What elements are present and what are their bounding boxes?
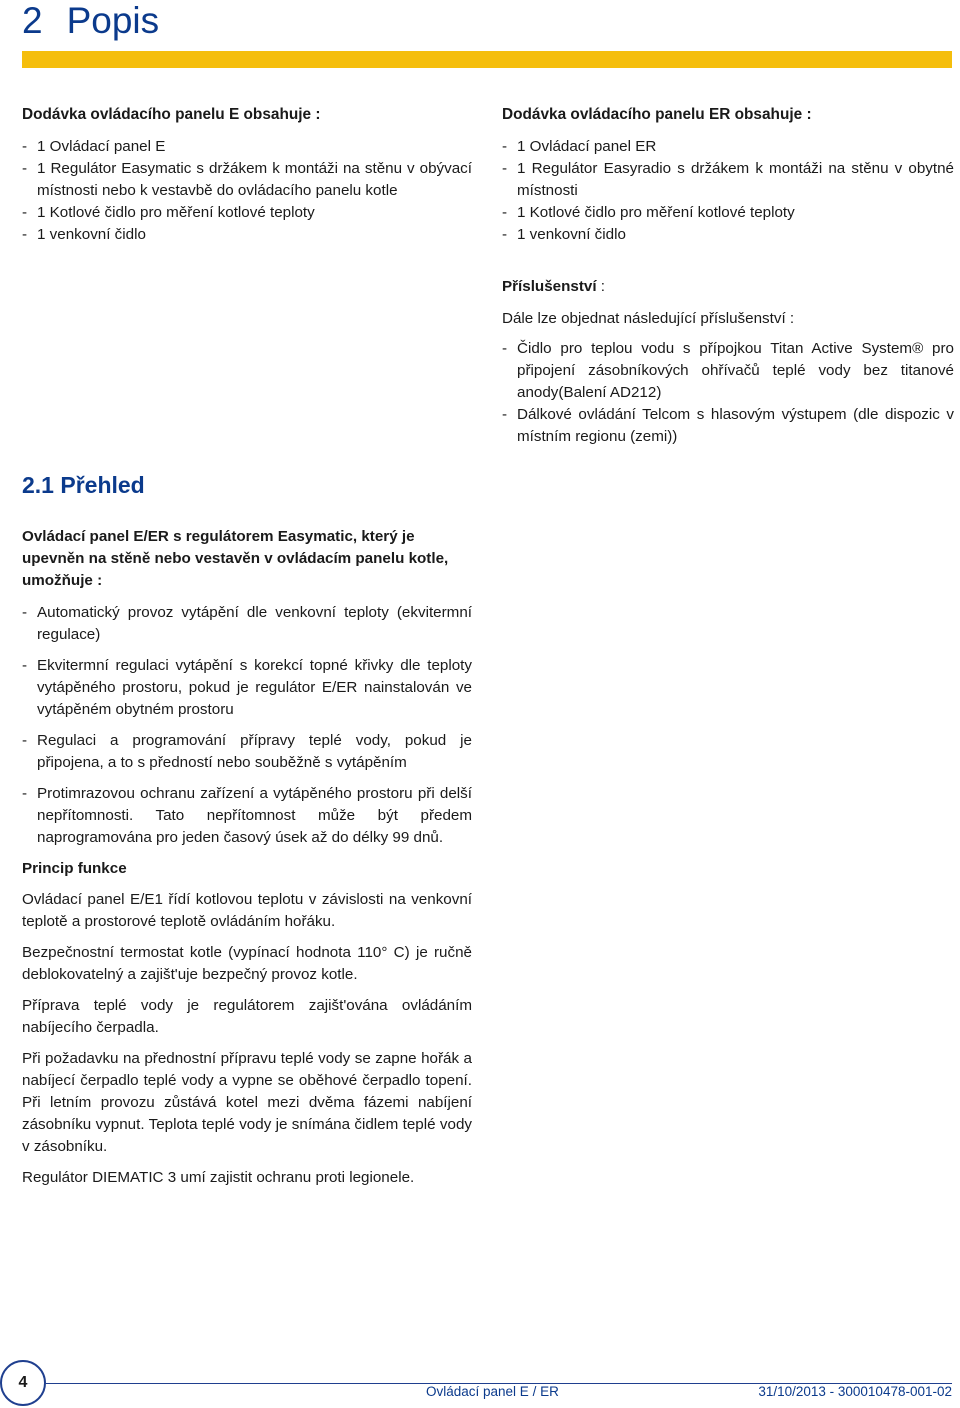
list-item: - 1 venkovní čidlo: [22, 224, 472, 246]
overview-body: [22, 526, 472, 1198]
principle-paragraph: Ovládací panel E/E1 řídí kotlovou teplotu v závislosti na venkovní teplotě a prostorové teplotě ovládáním hořáku.: [22, 891, 472, 930]
page-number-badge: [0, 1360, 46, 1406]
list-item: - 1 Regulátor Easyradio s držákem k montáži na stěnu v obytné místnosti: [502, 158, 954, 202]
accessories-list: [502, 338, 954, 448]
list-item: - 1 venkovní čidlo: [502, 224, 954, 246]
principle-paragraph: Regulátor DIEMATIC 3 umí zajistit ochranu proti legionele.: [22, 1169, 415, 1186]
list-item: - Automatický provoz vytápění dle venkovní teploty (ekvitermní regulace): [22, 602, 472, 646]
overview-intro: Ovládací panel E/ER s regulátorem Easymatic, který je upevněn na stěně nebo vestavěn v ovládacím panelu kotle, umožňuje :: [22, 528, 449, 589]
list-item: - Regulaci a programování přípravy teplé vody, pokud je připojena, a to s předností nebo souběžně s vytápěním: [22, 730, 472, 774]
section-number: 2: [22, 0, 43, 41]
principle-paragraph: Příprava teplé vody je regulátorem zajišt'ována ovládáním nabíjecího čerpadla.: [22, 997, 472, 1036]
overview-heading: 2.1 Přehled: [22, 472, 145, 498]
page-number: 4: [18, 1374, 28, 1391]
list-item: - 1 Ovládací panel ER: [502, 136, 954, 158]
list-item: - 1 Kotlové čidlo pro měření kotlové teploty: [502, 202, 954, 224]
accessories-intro: Dále lze objednat následující příslušenství :: [502, 310, 795, 327]
list-item: - 1 Ovládací panel E: [22, 136, 472, 158]
list-item: - Čidlo pro teplou vodu s přípojkou Titan Active System® pro připojení zásobníkových ohřívačů teplé vody bez titanové anody(Balení AD212): [502, 338, 954, 404]
delivery-er-list: [502, 136, 954, 246]
footer-doc-code: 31/10/2013 - 300010478-001-02: [758, 1384, 952, 1399]
accessories-title: [502, 276, 954, 298]
delivery-e-title: Dodávka ovládacího panelu E obsahuje :: [22, 106, 321, 123]
section-title: Popis: [66, 0, 160, 41]
principle-paragraph: Bezpečnostní termostat kotle (vypínací hodnota 110° C) je ručně deblokovatelný a zajišt'uje bezpečný provoz kotle.: [22, 944, 472, 983]
list-item: - 1 Regulátor Easymatic s držákem k montáži na stěnu v obývací místnosti nebo k vestavbě do ovládacího panelu kotle: [22, 158, 472, 202]
delivery-e-list: [22, 136, 472, 246]
list-item: - 1 Kotlové čidlo pro měření kotlové teploty: [22, 202, 472, 224]
delivery-er-block: [502, 104, 954, 448]
delivery-e-block: [22, 104, 472, 246]
principle-paragraph: Při požadavku na přednostní přípravu teplé vody se zapne hořák a nabíjecí čerpadlo teplé vody a vypne se oběhové čerpadlo topení. Při letním provozu zůstává kotel mezi dvěma fázemi nabíjení zásobníku vypnut. Teplota teplé vody je snímána čidlem teplé vody v zásobníku.: [22, 1050, 472, 1155]
overview-list: [22, 602, 472, 849]
list-item: - Dálkové ovládání Telcom s hlasovým výstupem (dle dispozic v místním regionu (zemi)): [502, 404, 954, 448]
footer-doc-title: Ovládací panel E / ER: [426, 1384, 559, 1399]
list-item: - Ekvitermní regulaci vytápění s korekcí topné křivky dle teploty vytápěného prostoru, pokud je regulátor E/ER nainstalován ve vytápěném obytném prostoru: [22, 655, 472, 721]
accessories-title-suffix: :: [596, 278, 605, 295]
section-heading: [22, 0, 159, 42]
principle-title: Princip funkce: [22, 860, 127, 877]
delivery-er-title: Dodávka ovládacího panelu ER obsahuje :: [502, 106, 812, 123]
list-item: - Protimrazovou ochranu zařízení a vytápěného prostoru při delší nepřítomnosti. Tato nepřítomnost může být předem naprogramována pro jeden časový úsek až do délky 99 dnů.: [22, 783, 472, 849]
heading-accent-bar: [22, 51, 952, 68]
accessories-title-bold: Příslušenství: [502, 278, 597, 295]
